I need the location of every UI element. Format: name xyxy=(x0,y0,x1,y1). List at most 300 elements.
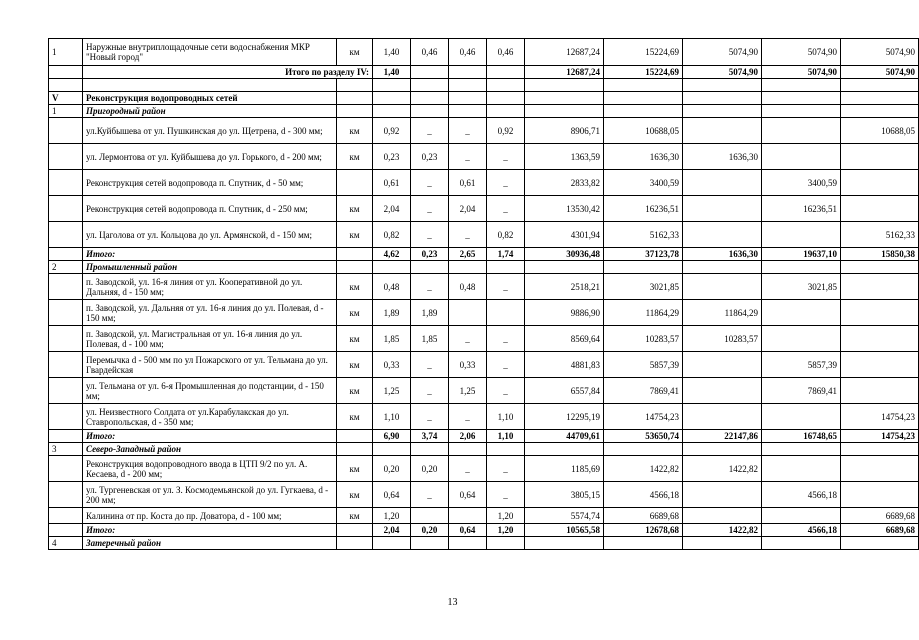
row-name-cell: Реконструкция сетей водопровода п. Спутник, d - 50 мм; xyxy=(83,170,337,196)
empty-cell xyxy=(337,92,373,105)
row-number-cell xyxy=(49,300,83,326)
length-cell: 0,64 xyxy=(449,482,487,508)
row-unit-cell: км xyxy=(337,144,373,170)
empty-cell xyxy=(411,79,449,92)
length-cell: _ xyxy=(411,352,449,378)
cost-cell xyxy=(762,326,841,352)
total-length-cell: 2,06 xyxy=(449,430,487,443)
empty-cell xyxy=(683,443,762,456)
length-cell: 0,33 xyxy=(449,352,487,378)
cost-cell xyxy=(841,456,919,482)
empty-cell xyxy=(337,537,373,550)
empty-cell xyxy=(525,79,604,92)
length-cell: 0,82 xyxy=(487,222,525,248)
total-length-cell: 6,90 xyxy=(373,430,411,443)
row-name-cell: Перемычка d - 500 мм по ул Пожарского от ул. Тельмана до ул. Гвардейская xyxy=(83,352,337,378)
row-name-cell: ул. Лермонтова от ул. Куйбышева до ул. Горького, d - 200 мм; xyxy=(83,144,337,170)
empty-cell xyxy=(411,261,449,274)
cost-cell: 3400,59 xyxy=(762,170,841,196)
empty-cell xyxy=(49,524,83,537)
total-cost-cell: 1636,30 xyxy=(683,248,762,261)
empty-cell xyxy=(841,79,919,92)
total-cost-cell: 10565,58 xyxy=(525,524,604,537)
district-title: Пригородный район xyxy=(83,105,337,118)
total-length-cell: 3,74 xyxy=(411,430,449,443)
cost-cell xyxy=(683,378,762,404)
cost-cell: 8906,71 xyxy=(525,118,604,144)
row-unit-cell: км xyxy=(337,482,373,508)
section-total-label: Итого по разделу IV: xyxy=(83,66,373,79)
cost-cell: 10688,05 xyxy=(841,118,919,144)
table-row xyxy=(49,196,919,222)
empty-cell xyxy=(683,537,762,550)
row-name-cell: Реконструкция сетей водопровода п. Спутник, d - 250 мм; xyxy=(83,196,337,222)
cost-cell xyxy=(762,144,841,170)
length-cell: 1,89 xyxy=(373,300,411,326)
row-name-cell: ул. Неизвестного Солдата от ул.Карабулакская до ул. Ставропольская, d - 350 мм; xyxy=(83,404,337,430)
cost-cell xyxy=(841,352,919,378)
empty-cell xyxy=(762,105,841,118)
total-cost-cell: 5074,90 xyxy=(683,66,762,79)
length-cell: 1,10 xyxy=(487,404,525,430)
length-cell: 1,25 xyxy=(449,378,487,404)
cost-cell: 5162,33 xyxy=(604,222,683,248)
empty-cell xyxy=(604,261,683,274)
row-unit-cell: км xyxy=(337,300,373,326)
cost-cell: 12687,24 xyxy=(525,39,604,66)
table-row xyxy=(49,170,919,196)
row-unit-cell: км xyxy=(337,39,373,66)
total-cost-cell: 1422,82 xyxy=(683,524,762,537)
cost-cell xyxy=(841,326,919,352)
table-row xyxy=(49,300,919,326)
cost-cell: 2518,21 xyxy=(525,274,604,300)
district-number: 3 xyxy=(49,443,83,456)
cost-cell: 5574,74 xyxy=(525,508,604,524)
cost-cell xyxy=(841,144,919,170)
cost-cell xyxy=(762,222,841,248)
total-length-cell: 1,20 xyxy=(487,524,525,537)
length-cell: _ xyxy=(487,482,525,508)
empty-cell xyxy=(83,79,337,92)
empty-cell xyxy=(337,79,373,92)
row-name-cell: п. Заводской, ул. Магистральная от ул. 16-я линия до ул. Полевая, d - 100 мм; xyxy=(83,326,337,352)
cost-cell: 6557,84 xyxy=(525,378,604,404)
total-length-cell: 0,20 xyxy=(411,524,449,537)
total-cost-cell: 5074,90 xyxy=(762,66,841,79)
table-row xyxy=(49,118,919,144)
length-cell xyxy=(449,300,487,326)
empty-cell xyxy=(449,105,487,118)
empty-cell xyxy=(337,105,373,118)
cost-cell: 1636,30 xyxy=(683,144,762,170)
cost-cell: 16236,51 xyxy=(604,196,683,222)
total-cost-cell: 53650,74 xyxy=(604,430,683,443)
empty-cell xyxy=(373,537,411,550)
length-cell: _ xyxy=(449,222,487,248)
length-cell: 0,48 xyxy=(449,274,487,300)
cost-cell: 1185,69 xyxy=(525,456,604,482)
cost-cell: 10688,05 xyxy=(604,118,683,144)
cost-cell xyxy=(841,274,919,300)
row-unit-cell: км xyxy=(337,196,373,222)
table-row xyxy=(49,482,919,508)
length-cell: 0,61 xyxy=(449,170,487,196)
length-cell: _ xyxy=(487,196,525,222)
length-cell: _ xyxy=(411,482,449,508)
length-cell: 0,46 xyxy=(449,39,487,66)
district-header-row xyxy=(49,443,919,456)
cost-cell: 10283,57 xyxy=(604,326,683,352)
total-length-cell xyxy=(487,66,525,79)
total-length-cell: 4,62 xyxy=(373,248,411,261)
cost-cell xyxy=(683,170,762,196)
total-cost-cell: 37123,78 xyxy=(604,248,683,261)
length-cell: _ xyxy=(411,196,449,222)
cost-cell xyxy=(683,404,762,430)
length-cell: _ xyxy=(487,326,525,352)
row-unit-cell: км xyxy=(337,456,373,482)
district-total-row xyxy=(49,248,919,261)
total-cost-cell: 44709,61 xyxy=(525,430,604,443)
length-cell: 0,64 xyxy=(373,482,411,508)
row-number-cell xyxy=(49,456,83,482)
empty-cell xyxy=(525,537,604,550)
row-name-cell: п. Заводской, ул. Дальняя от ул. 16-я линия до ул. Полевая, d - 150 мм; xyxy=(83,300,337,326)
empty-cell xyxy=(683,79,762,92)
cost-cell: 1636,30 xyxy=(604,144,683,170)
length-cell: _ xyxy=(487,144,525,170)
row-number-cell xyxy=(49,378,83,404)
district-header-row xyxy=(49,105,919,118)
total-cost-cell: 15850,38 xyxy=(841,248,919,261)
row-name-cell: ул. Тельмана от ул. 6-я Промышленная до подстанции, d - 150 мм; xyxy=(83,378,337,404)
empty-cell xyxy=(525,92,604,105)
row-name-cell: Наружные внутриплощадочные сети водоснабжения МКР "Новый город" xyxy=(83,39,337,66)
total-length-cell: 0,23 xyxy=(411,248,449,261)
cost-cell xyxy=(683,196,762,222)
length-cell: 2,04 xyxy=(373,196,411,222)
empty-cell xyxy=(487,79,525,92)
length-cell: _ xyxy=(449,118,487,144)
cost-cell xyxy=(683,482,762,508)
total-length-cell: 1,40 xyxy=(373,66,411,79)
cost-cell xyxy=(841,482,919,508)
cost-cell xyxy=(683,222,762,248)
length-cell: 0,20 xyxy=(411,456,449,482)
cost-cell xyxy=(841,300,919,326)
length-cell: 1,10 xyxy=(373,404,411,430)
total-length-cell: 1,74 xyxy=(487,248,525,261)
length-cell: _ xyxy=(449,326,487,352)
row-unit-cell: км xyxy=(337,378,373,404)
empty-cell xyxy=(373,261,411,274)
row-unit-cell: км xyxy=(337,118,373,144)
row-name-cell: Реконструкция водопроводного ввода в ЦТП 9/2 по ул. А. Кесаева, d - 200 мм; xyxy=(83,456,337,482)
cost-cell: 10283,57 xyxy=(683,326,762,352)
empty-cell xyxy=(373,443,411,456)
table-row xyxy=(49,378,919,404)
length-cell: _ xyxy=(487,170,525,196)
length-cell: _ xyxy=(449,404,487,430)
length-cell xyxy=(487,300,525,326)
table-row xyxy=(49,39,919,66)
cost-cell: 7869,41 xyxy=(604,378,683,404)
row-unit-cell xyxy=(337,170,373,196)
length-cell: 0,92 xyxy=(487,118,525,144)
district-title: Промышленный район xyxy=(83,261,337,274)
cost-cell: 1422,82 xyxy=(604,456,683,482)
row-number-cell xyxy=(49,118,83,144)
cost-cell: 13530,42 xyxy=(525,196,604,222)
district-header-row xyxy=(49,537,919,550)
total-cost-cell: 16748,65 xyxy=(762,430,841,443)
row-unit-cell: км xyxy=(337,274,373,300)
row-unit-cell: км xyxy=(337,222,373,248)
empty-row xyxy=(49,79,919,92)
empty-cell xyxy=(841,105,919,118)
length-cell: 0,46 xyxy=(411,39,449,66)
cost-cell: 5074,90 xyxy=(683,39,762,66)
empty-cell xyxy=(449,443,487,456)
empty-cell xyxy=(604,537,683,550)
district-total-row xyxy=(49,430,919,443)
empty-cell xyxy=(49,66,83,79)
row-number-cell xyxy=(49,274,83,300)
length-cell: 0,61 xyxy=(373,170,411,196)
empty-cell xyxy=(683,261,762,274)
cost-cell: 6689,68 xyxy=(841,508,919,524)
row-number-cell xyxy=(49,326,83,352)
table-row xyxy=(49,326,919,352)
cost-cell: 1363,59 xyxy=(525,144,604,170)
row-unit-cell: км xyxy=(337,326,373,352)
total-length-cell xyxy=(411,66,449,79)
district-number: 1 xyxy=(49,105,83,118)
empty-cell xyxy=(525,443,604,456)
row-unit-cell: км xyxy=(337,404,373,430)
empty-cell xyxy=(487,261,525,274)
district-number: 4 xyxy=(49,537,83,550)
cost-cell xyxy=(683,352,762,378)
cost-cell xyxy=(841,170,919,196)
table-row xyxy=(49,274,919,300)
row-unit-cell: км xyxy=(337,352,373,378)
empty-cell xyxy=(411,443,449,456)
length-cell xyxy=(449,508,487,524)
empty-cell xyxy=(762,79,841,92)
row-number-cell xyxy=(49,352,83,378)
row-name-cell: ул.Куйбышева от ул. Пушкинская до ул. Щетрена, d - 300 мм; xyxy=(83,118,337,144)
empty-cell xyxy=(762,92,841,105)
section-total-row xyxy=(49,66,919,79)
cost-cell xyxy=(762,404,841,430)
cost-cell xyxy=(841,196,919,222)
length-cell: 1,89 xyxy=(411,300,449,326)
length-cell: 1,85 xyxy=(373,326,411,352)
length-cell: 0,48 xyxy=(373,274,411,300)
empty-cell xyxy=(49,430,83,443)
empty-cell xyxy=(487,92,525,105)
district-header-row xyxy=(49,261,919,274)
total-length-cell xyxy=(449,66,487,79)
row-number-cell xyxy=(49,170,83,196)
total-length-cell: 1,10 xyxy=(487,430,525,443)
cost-cell: 1422,82 xyxy=(683,456,762,482)
cost-cell xyxy=(683,508,762,524)
empty-cell xyxy=(683,92,762,105)
cost-cell: 4881,83 xyxy=(525,352,604,378)
length-cell: _ xyxy=(487,274,525,300)
table-row xyxy=(49,144,919,170)
total-cost-cell: 19637,10 xyxy=(762,248,841,261)
row-number-cell xyxy=(49,404,83,430)
row-name-cell: п. Заводской, ул. 16-я линия от ул. Кооперативной до ул. Дальняя, d - 150 мм; xyxy=(83,274,337,300)
length-cell: 0,23 xyxy=(411,144,449,170)
row-name-cell: ул. Цаголова от ул. Кольцова до ул. Армянской, d - 150 мм; xyxy=(83,222,337,248)
empty-cell xyxy=(337,261,373,274)
total-cost-cell: 5074,90 xyxy=(841,66,919,79)
empty-cell xyxy=(604,79,683,92)
total-cost-cell: 15224,69 xyxy=(604,66,683,79)
cost-cell: 4566,18 xyxy=(762,482,841,508)
empty-cell xyxy=(449,261,487,274)
cost-cell: 6689,68 xyxy=(604,508,683,524)
cost-cell: 5074,90 xyxy=(841,39,919,66)
length-cell: 2,04 xyxy=(449,196,487,222)
row-number-cell xyxy=(49,222,83,248)
table-row xyxy=(49,508,919,524)
empty-cell xyxy=(762,537,841,550)
section-title: Реконструкция водопроводных сетей xyxy=(83,92,337,105)
length-cell: _ xyxy=(449,144,487,170)
length-cell: _ xyxy=(411,274,449,300)
row-name-cell: Калинина от пр. Коста до пр. Доватора, d - 100 мм; xyxy=(83,508,337,524)
empty-cell xyxy=(373,79,411,92)
empty-cell xyxy=(525,261,604,274)
section-header-row xyxy=(49,92,919,105)
empty-cell xyxy=(604,92,683,105)
district-number: 2 xyxy=(49,261,83,274)
total-cost-cell: 12687,24 xyxy=(525,66,604,79)
table-row xyxy=(49,222,919,248)
length-cell: 0,92 xyxy=(373,118,411,144)
empty-cell xyxy=(411,105,449,118)
row-number-cell xyxy=(49,144,83,170)
row-number-cell xyxy=(49,482,83,508)
total-cost-cell: 14754,23 xyxy=(841,430,919,443)
length-cell: _ xyxy=(411,118,449,144)
empty-cell xyxy=(449,537,487,550)
cost-cell: 4566,18 xyxy=(604,482,683,508)
cost-cell: 2833,82 xyxy=(525,170,604,196)
empty-cell xyxy=(841,443,919,456)
empty-cell xyxy=(604,105,683,118)
cost-cell: 16236,51 xyxy=(762,196,841,222)
empty-cell xyxy=(373,105,411,118)
cost-cell: 7869,41 xyxy=(762,378,841,404)
length-cell: 1,20 xyxy=(373,508,411,524)
empty-cell xyxy=(841,261,919,274)
length-cell: 0,33 xyxy=(373,352,411,378)
district-title: Северо-Западный район xyxy=(83,443,337,456)
empty-cell xyxy=(449,79,487,92)
length-cell: _ xyxy=(449,456,487,482)
cost-cell: 14754,23 xyxy=(841,404,919,430)
length-cell: 1,40 xyxy=(373,39,411,66)
empty-cell xyxy=(604,443,683,456)
length-cell: 0,82 xyxy=(373,222,411,248)
total-cost-cell: 4566,18 xyxy=(762,524,841,537)
length-cell: 0,20 xyxy=(373,456,411,482)
empty-cell xyxy=(337,430,373,443)
row-number-cell xyxy=(49,196,83,222)
row-unit-cell: км xyxy=(337,508,373,524)
district-total-label: Итого: xyxy=(83,248,337,261)
length-cell: _ xyxy=(411,378,449,404)
district-title: Затеречный район xyxy=(83,537,337,550)
empty-cell xyxy=(337,443,373,456)
empty-cell xyxy=(841,92,919,105)
cost-cell: 11864,29 xyxy=(683,300,762,326)
empty-cell xyxy=(762,443,841,456)
empty-cell xyxy=(487,537,525,550)
empty-cell xyxy=(337,248,373,261)
cost-cell: 5162,33 xyxy=(841,222,919,248)
cost-cell: 3021,85 xyxy=(604,274,683,300)
empty-cell xyxy=(411,92,449,105)
investment-table xyxy=(48,38,919,550)
cost-cell: 15224,69 xyxy=(604,39,683,66)
cost-cell xyxy=(683,118,762,144)
table-row xyxy=(49,352,919,378)
empty-cell xyxy=(449,92,487,105)
cost-cell xyxy=(762,300,841,326)
cost-cell xyxy=(683,274,762,300)
district-total-label: Итого: xyxy=(83,524,337,537)
table-row xyxy=(49,404,919,430)
cost-cell: 5074,90 xyxy=(762,39,841,66)
empty-cell xyxy=(49,248,83,261)
total-length-cell: 2,65 xyxy=(449,248,487,261)
length-cell: 1,20 xyxy=(487,508,525,524)
section-number: V xyxy=(49,92,83,105)
table-row xyxy=(49,456,919,482)
cost-cell: 4301,94 xyxy=(525,222,604,248)
total-cost-cell: 12678,68 xyxy=(604,524,683,537)
cost-cell: 3805,15 xyxy=(525,482,604,508)
length-cell: _ xyxy=(487,378,525,404)
cost-cell: 8569,64 xyxy=(525,326,604,352)
length-cell: 1,85 xyxy=(411,326,449,352)
length-cell xyxy=(411,508,449,524)
empty-cell xyxy=(487,105,525,118)
cost-cell: 12295,19 xyxy=(525,404,604,430)
empty-cell xyxy=(841,537,919,550)
cost-cell: 5857,39 xyxy=(604,352,683,378)
empty-cell xyxy=(411,537,449,550)
length-cell: _ xyxy=(487,352,525,378)
total-cost-cell: 22147,86 xyxy=(683,430,762,443)
total-cost-cell: 30936,48 xyxy=(525,248,604,261)
empty-cell xyxy=(373,92,411,105)
length-cell: _ xyxy=(487,456,525,482)
empty-cell xyxy=(487,443,525,456)
empty-cell xyxy=(762,261,841,274)
cost-cell: 3021,85 xyxy=(762,274,841,300)
length-cell: 0,23 xyxy=(373,144,411,170)
total-length-cell: 0,64 xyxy=(449,524,487,537)
